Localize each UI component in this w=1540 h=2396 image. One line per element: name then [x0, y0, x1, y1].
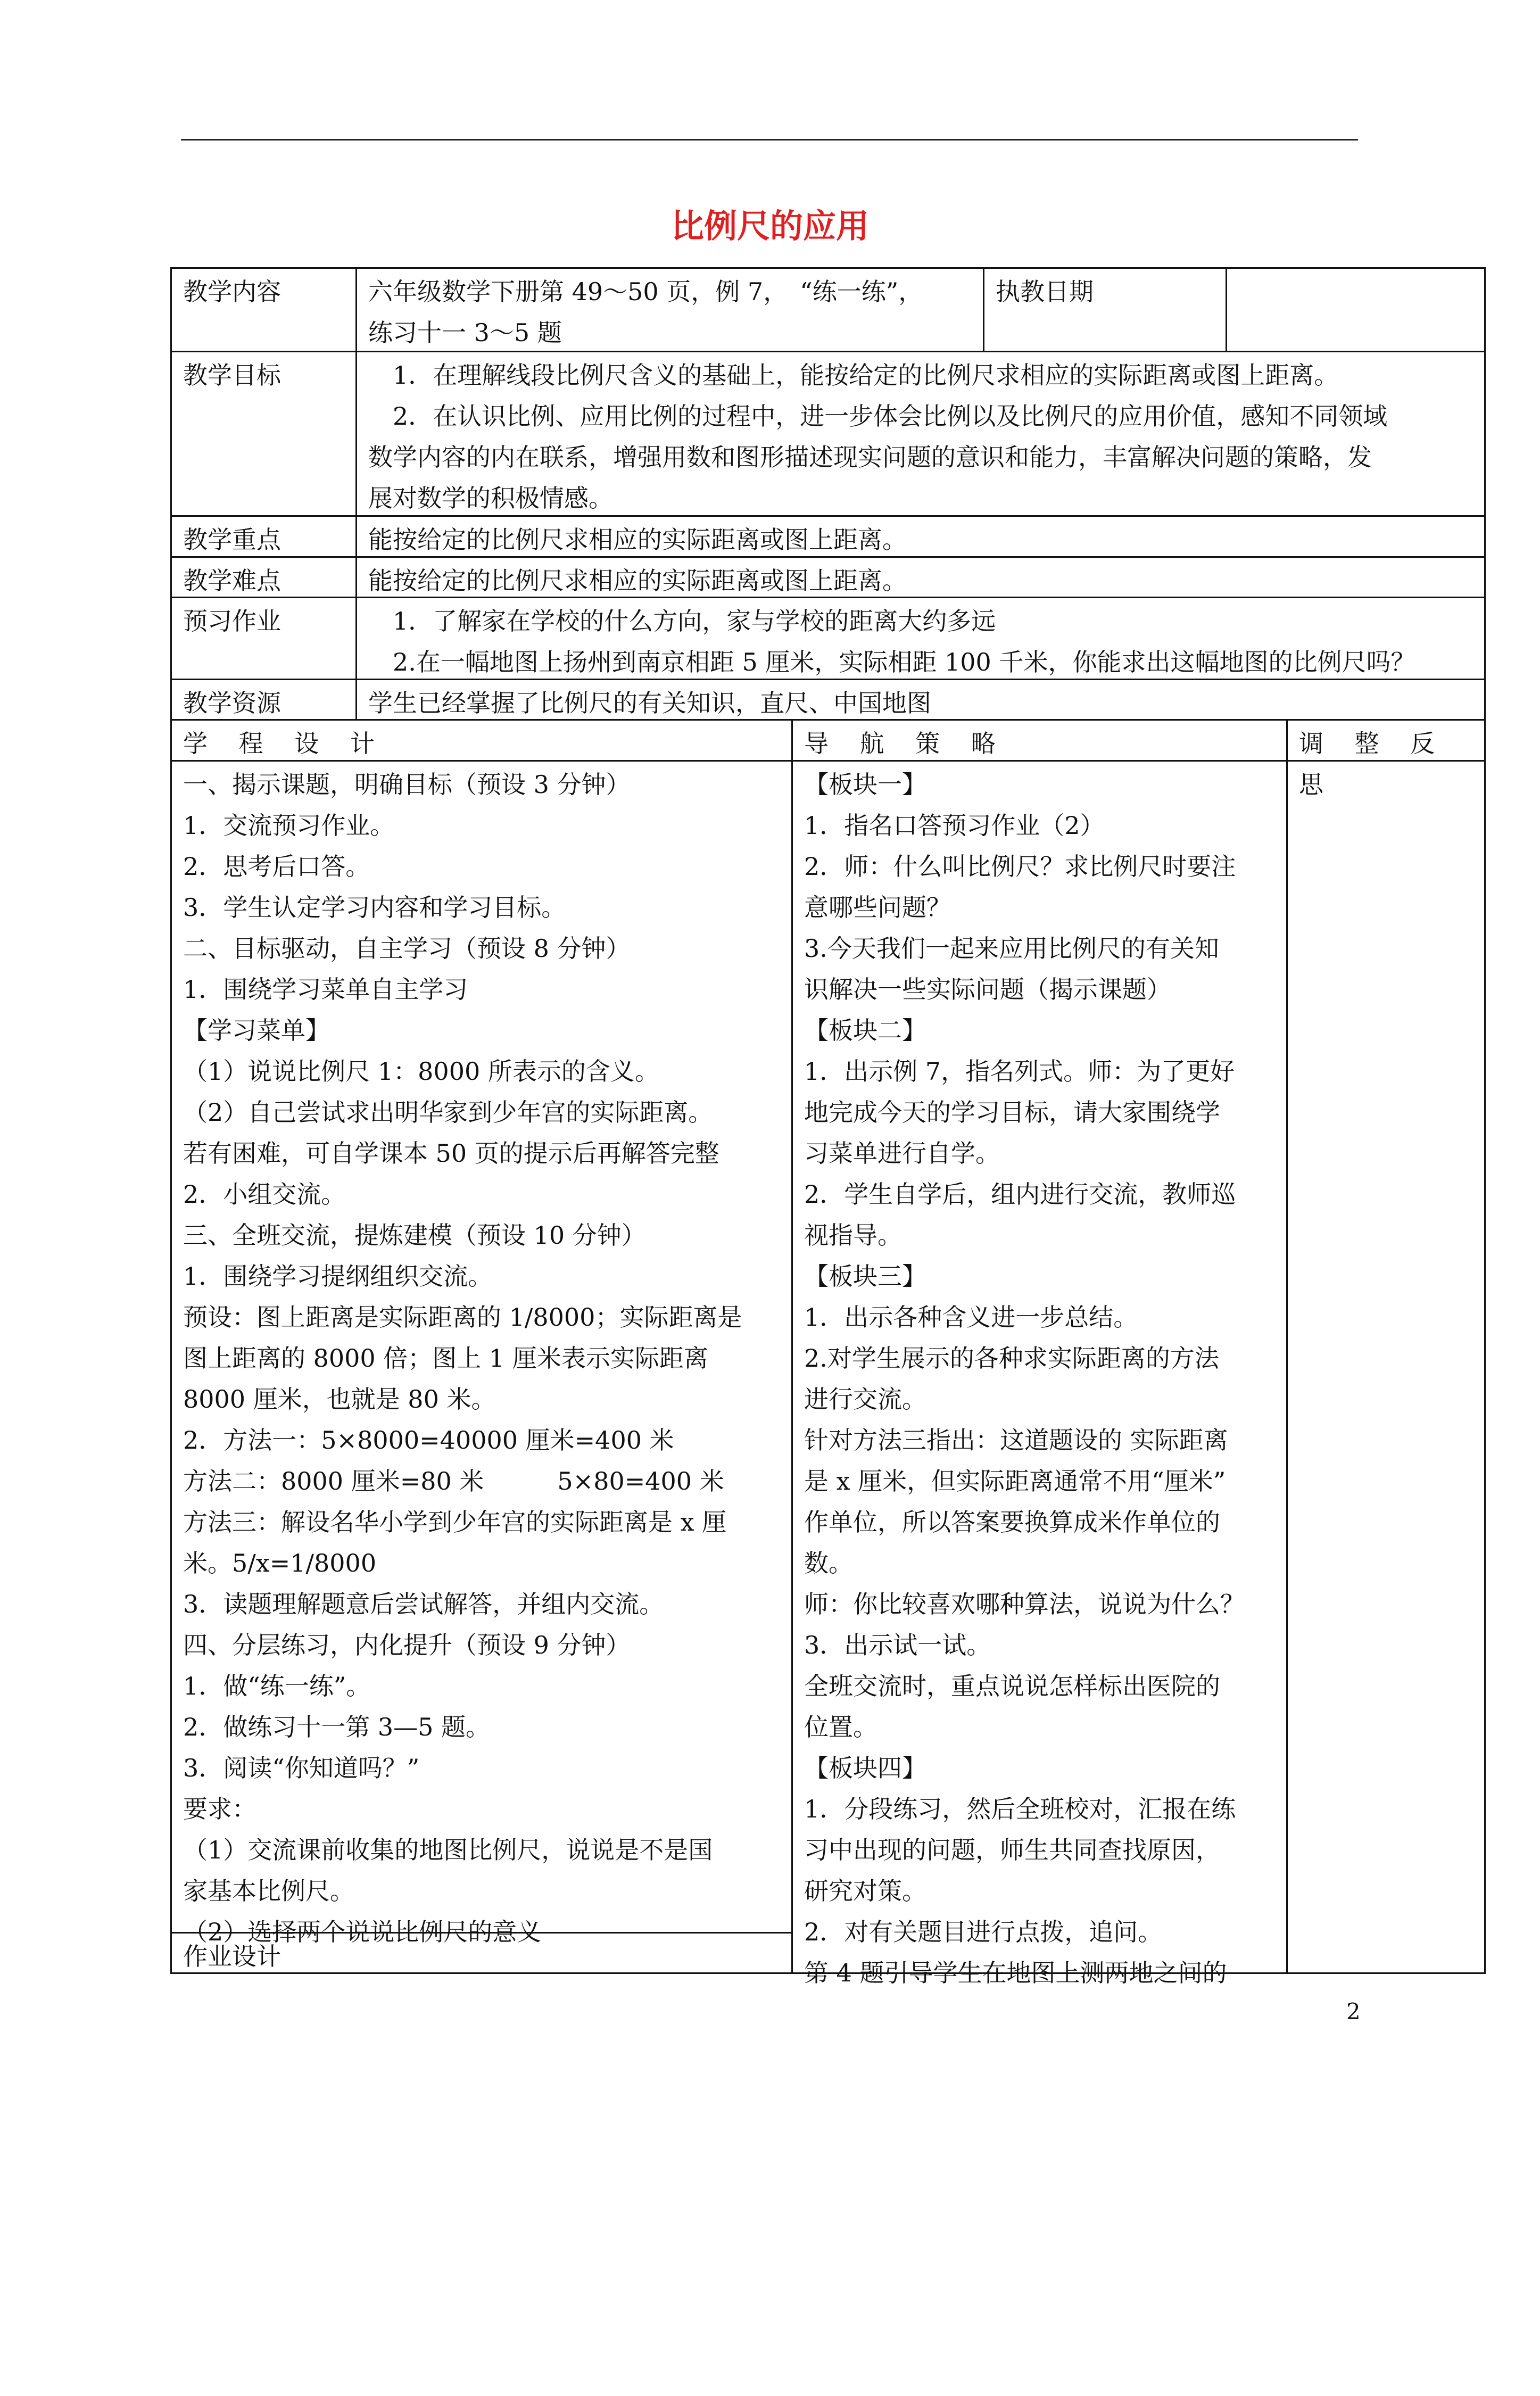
difficulties: [355, 556, 1484, 597]
row-label-preview: 预习作业: [183, 607, 281, 635]
date-value: [1226, 267, 1484, 351]
text-line: （1）交流课前收集的地图比例尺，说说是不是国: [183, 1836, 713, 1864]
table-border-right: [1484, 267, 1486, 1974]
header-rule: [181, 139, 1358, 141]
text-line: 3．读题理解题意后尝试解答，并组内交流。: [183, 1590, 664, 1618]
text-line: 3．出示试一试。: [804, 1631, 991, 1659]
text-line: 第 4 题引导学生在地图上测两地之间的: [804, 1959, 1227, 1987]
text-line: 能按给定的比例尺求相应的实际距离或图上距离。: [368, 525, 907, 554]
text-line: 1．了解家在学校的什么方向，家与学校的距离大约多远: [368, 607, 996, 635]
text-line: 2．做练习十一第 3—5 题。: [183, 1713, 491, 1741]
text-line: 练习十一 3～5 题: [368, 318, 562, 347]
reflection-column-body: [1286, 760, 1484, 1972]
text-line: 全班交流时，重点说说怎样标出医院的: [804, 1672, 1220, 1700]
row-label-key-points: 教学重点: [183, 525, 281, 554]
text-line: 进行交流。: [804, 1385, 926, 1414]
strategy-column-body: [791, 760, 1286, 1987]
text-line: 3.今天我们一起来应用比例尺的有关知: [804, 934, 1219, 963]
text-line: 意哪些问题？: [804, 893, 951, 922]
text-line: 研究对策。: [804, 1877, 926, 1905]
text-line: 识解决一些实际问题（揭示课题）: [804, 975, 1171, 1004]
preview-homework: [355, 597, 1484, 679]
text-line: 2．小组交流。: [183, 1180, 346, 1209]
text-line: 8000 厘米，也就是 80 米。: [183, 1385, 496, 1414]
text-line: 2.对学生展示的各种求实际距离的方法: [804, 1344, 1219, 1373]
text-line: （2）选择两个说说比例尺的意义: [183, 1918, 542, 1946]
row-label-content: 教学内容: [183, 277, 281, 306]
strategy-column-header: 导 航 策 略: [804, 729, 1007, 758]
text-line: 一、揭示课题，明确目标（预设 3 分钟）: [183, 770, 631, 799]
text-line: 要求：: [183, 1795, 256, 1823]
row-label-difficulties: 教学难点: [183, 566, 281, 595]
teaching-content: [355, 267, 983, 351]
text-line: 2．对有关题目进行点拨，追问。: [804, 1918, 1163, 1946]
text-line: 【板块一】: [804, 770, 926, 799]
reflection-column-header: 调 整 反 思: [1299, 729, 1447, 799]
homework-design-label: 作业设计: [183, 1942, 281, 1971]
text-line: 1．交流预习作业。: [183, 811, 395, 840]
text-line: 【板块四】: [804, 1754, 926, 1782]
text-line: 学生已经掌握了比例尺的有关知识，直尺、中国地图: [368, 689, 931, 717]
text-line: 数学内容的内在联系，增强用数和图形描述现实问题的意识和能力，丰富解决问题的策略，发: [368, 443, 1372, 472]
text-line: 1．出示例 7，指名列式。师：为了更好: [804, 1057, 1235, 1086]
text-line: 针对方法三指出：这道题设的 实际距离: [804, 1426, 1228, 1455]
text-line: 【学习菜单】: [183, 1016, 330, 1045]
text-line: 1．在理解线段比例尺含义的基础上，能按给定的比例尺求相应的实际距离或图上距离。: [368, 361, 1339, 390]
text-line: 1．指名口答预习作业（2）: [804, 811, 1105, 840]
text-line: 1．做“练一练”。: [183, 1672, 371, 1700]
text-line: 【板块三】: [804, 1262, 926, 1291]
text-line: 米。5/x=1/8000: [183, 1549, 377, 1577]
text-line: 2．师：什么叫比例尺？求比例尺时要注: [804, 852, 1236, 881]
text-line: 方法三：解设名华小学到少年宫的实际距离是 x 厘: [183, 1508, 727, 1536]
lesson-plan-table: [170, 267, 1486, 2396]
teaching-resources: [355, 679, 1484, 719]
text-line: 家基本比例尺。: [183, 1877, 354, 1905]
text-line: 视指导。: [804, 1221, 902, 1250]
text-line: 六年级数学下册第 49～50 页，例 7， “练一练”，: [368, 277, 923, 306]
text-line: 3．学生认定学习内容和学习目标。: [183, 893, 566, 922]
key-points: [355, 515, 1484, 556]
text-line: 2.在一幅地图上扬州到南京相距 5 厘米，实际相距 100 千米，你能求出这幅地图的比例尺吗？: [368, 648, 1415, 676]
text-line: 2．在认识比例、应用比例的过程中，进一步体会比例以及比例尺的应用价值，感知不同领域: [368, 402, 1388, 431]
text-line: 展对数学的积极情感。: [368, 484, 613, 513]
text-line: 若有困难，可自学课本 50 页的提示后再解答完整: [183, 1139, 719, 1168]
text-line: 习中出现的问题，师生共同查找原因，: [804, 1836, 1220, 1864]
text-line: 1．分段练习，然后全班校对，汇报在练: [804, 1795, 1236, 1823]
text-line: 2．思考后口答。: [183, 852, 370, 881]
text-line: 数。: [804, 1549, 853, 1577]
text-line: 作单位，所以答案要换算成米作单位的: [804, 1508, 1220, 1536]
teaching-goals: [355, 351, 1484, 515]
text-line: 师：你比较喜欢哪种算法，说说为什么？: [804, 1590, 1245, 1618]
text-line: 2．学生自学后，组内进行交流，教师巡: [804, 1180, 1236, 1209]
text-line: 图上距离的 8000 倍；图上 1 厘米表示实际距离: [183, 1344, 708, 1373]
date-label: 执教日期: [996, 277, 1094, 306]
design-column-body: [170, 760, 791, 1946]
text-line: 四、分层练习，内化提升（预设 9 分钟）: [183, 1631, 631, 1659]
text-line: 2．方法一：5×8000=40000 厘米=400 米: [183, 1426, 674, 1455]
text-line: 二、目标驱动，自主学习（预设 8 分钟）: [183, 934, 631, 963]
page-title: 比例尺的应用: [670, 206, 869, 245]
text-line: 预设：图上距离是实际距离的 1/8000；实际距离是: [183, 1303, 742, 1332]
design-column-header: 学 程 设 计: [183, 729, 386, 758]
text-line: 地完成今天的学习目标，请大家围绕学: [804, 1098, 1220, 1127]
text-line: 位置。: [804, 1713, 877, 1741]
row-label-resources: 教学资源: [183, 689, 281, 717]
text-line: 【板块二】: [804, 1016, 926, 1045]
text-line: （2）自己尝试求出明华家到少年宫的实际距离。: [183, 1098, 713, 1127]
text-line: 是 x 厘米，但实际距离通常不用“厘米”: [804, 1467, 1226, 1496]
text-line: 3．阅读“你知道吗？”: [183, 1754, 420, 1782]
text-line: 方法二：8000 厘米=80 米 5×80=400 米: [183, 1467, 724, 1496]
text-line: 三、全班交流，提炼建模（预设 10 分钟）: [183, 1221, 646, 1250]
text-line: 1．围绕学习提纲组织交流。: [183, 1262, 493, 1291]
text-line: 1．出示各种含义进一步总结。: [804, 1303, 1138, 1332]
text-line: （1）说说比例尺 1：8000 所表示的含义。: [183, 1057, 659, 1086]
text-line: 习菜单进行自学。: [804, 1139, 1000, 1168]
page-number: 2: [1346, 1998, 1361, 2025]
row-label-goals: 教学目标: [183, 361, 281, 390]
text-line: 能按给定的比例尺求相应的实际距离或图上距离。: [368, 566, 907, 595]
text-line: 1．围绕学习菜单自主学习: [183, 975, 468, 1004]
